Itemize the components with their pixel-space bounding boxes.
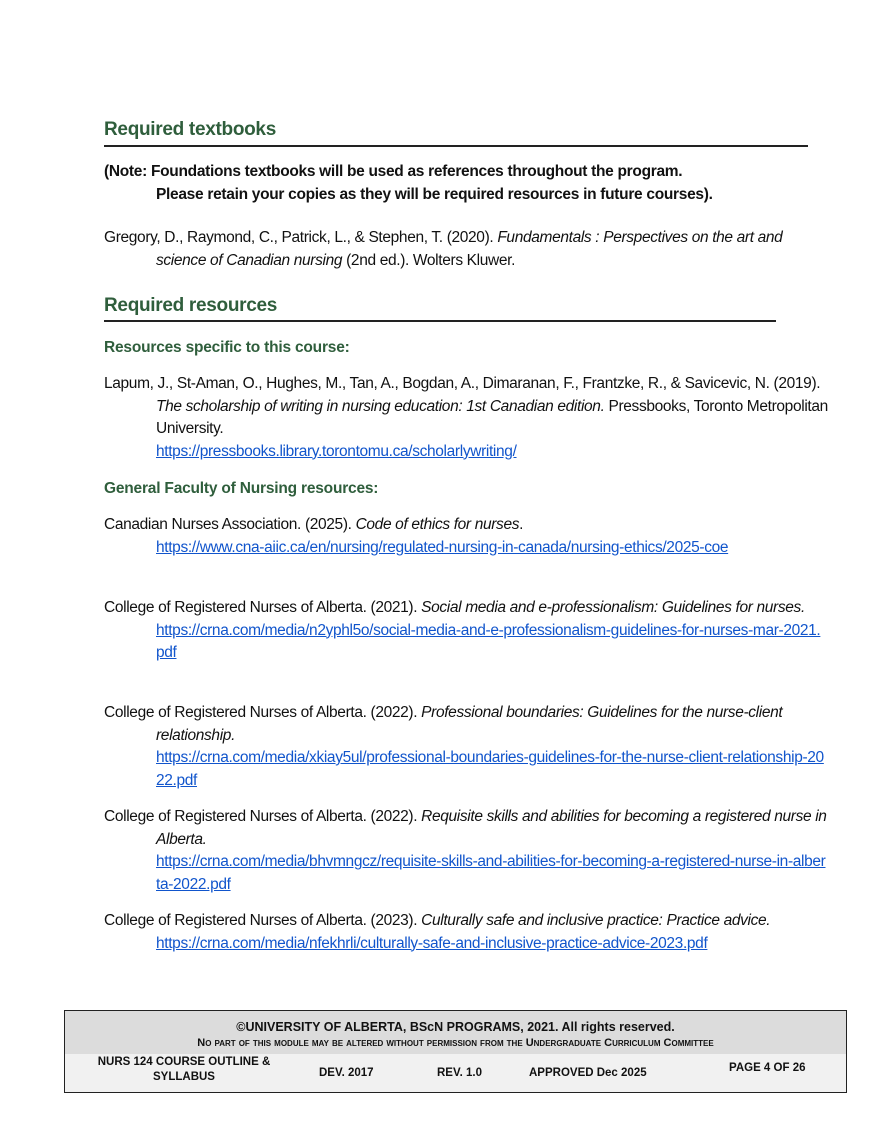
revision: REV. 1.0 [437, 1067, 482, 1079]
reference-crna-boundaries: College of Registered Nurses of Alberta. (2022). Professional boundaries: Guidelines for the nurse-client relationship. https://crna.com/media/xkiay5ul/professional-boundaries-guidelines-for-the-nurse-client-relationship-2022.pdf [104, 704, 824, 789]
heading-rule [104, 145, 808, 147]
page-number: PAGE 4 OF 26 [729, 1062, 806, 1074]
note-line: Please retain your copies as they will be required resources in future courses). [156, 185, 713, 203]
reference-crna-social-media: College of Registered Nurses of Alberta. (2021). Social media and e-professionalism: Guidelines for nurses. https://crna.com/media/n2yphl5o/social-media-and-e-professionalism-guidelines-for-nurses-mar-2021.pdf [104, 599, 821, 661]
reference-link[interactable]: https://crna.com/media/bhvmngcz/requisite-skills-and-abilities-for-becoming-a-registered-nurse-in-alberta-2022.pdf [156, 853, 826, 893]
reference-link[interactable]: https://pressbooks.library.torontomu.ca/scholarlywriting/ [156, 442, 517, 460]
reference-crna-culturally-safe: College of Registered Nurses of Alberta. (2023). Culturally safe and inclusive practice: Practice advice. https://crna.com/media/nfekhrli/culturally-safe-and-inclusive-practice-advice-2023.pdf [104, 912, 771, 952]
page-footer [64, 1010, 847, 1093]
reference-link[interactable]: https://crna.com/media/xkiay5ul/professional-boundaries-guidelines-for-the-nurse-client-relationship-2022.pdf [156, 749, 824, 789]
course-title: NURS 124 COURSE OUTLINE & SYLLABUS [97, 1056, 271, 1083]
textbooks-note [104, 161, 713, 206]
reference-link[interactable]: https://crna.com/media/nfekhrli/culturally-safe-and-inclusive-practice-advice-2023.pdf [156, 934, 708, 952]
required-resources-heading: Required resources [104, 295, 278, 316]
reference-link[interactable]: https://www.cna-aiic.ca/en/nursing/regulated-nursing-in-canada/nursing-ethics/2025-coe [156, 538, 729, 556]
reference-cna: Canadian Nurses Association. (2025). Code of ethics for nurses. https://www.cna-aiic.ca/en/nursing/regulated-nursing-in-canada/nursing-ethics/2025-coe [104, 516, 729, 556]
copyright-notice: ©UNIVERSITY OF ALBERTA, BScN PROGRAMS, 2021. All rights reserved. [236, 1020, 675, 1034]
heading-rule [104, 320, 776, 322]
reference-crna-requisite-skills: College of Registered Nurses of Alberta. (2022). Requisite skills and abilities for becoming a registered nurse in Alberta. https://crna.com/media/bhvmngcz/requisite-skills-and-abilities-for-becoming-a-registered-nurse-in-alberta-2022.pdf [104, 808, 827, 893]
dev-date: DEV. 2017 [319, 1067, 374, 1079]
reference-link[interactable]: https://crna.com/media/n2yphl5o/social-media-and-e-professionalism-guidelines-for-nurses-mar-2021.pdf [156, 621, 821, 661]
reference-lapum: Lapum, J., St-Aman, O., Hughes, M., Tan, A., Bogdan, A., Dimaranan, F., Frantzke, R., & Savicevic, N. (2019). The scholarship of writing in nursing education: 1st Canadian edition. Pressbooks, Toronto Metropolitan University. https://pressbooks.library.torontomu.ca/scholarlywriting/ [104, 375, 828, 460]
approved-date: APPROVED Dec 2025 [529, 1067, 647, 1079]
reference-gregory: Gregory, D., Raymond, C., Patrick, L., & Stephen, T. (2020). Fundamentals : Perspectives on the art and science of Canadian nursing (2nd ed.). Wolters Kluwer. [104, 229, 783, 269]
note-line: (Note: Foundations textbooks will be used as references throughout the program. [104, 163, 683, 180]
general-resources-subheading: General Faculty of Nursing resources: [104, 480, 379, 497]
required-textbooks-heading: Required textbooks [104, 119, 276, 140]
course-resources-subheading: Resources specific to this course: [104, 339, 350, 356]
modification-notice: No part of this module may be altered without permission from the Undergraduate Curriculum Committee [197, 1037, 714, 1049]
